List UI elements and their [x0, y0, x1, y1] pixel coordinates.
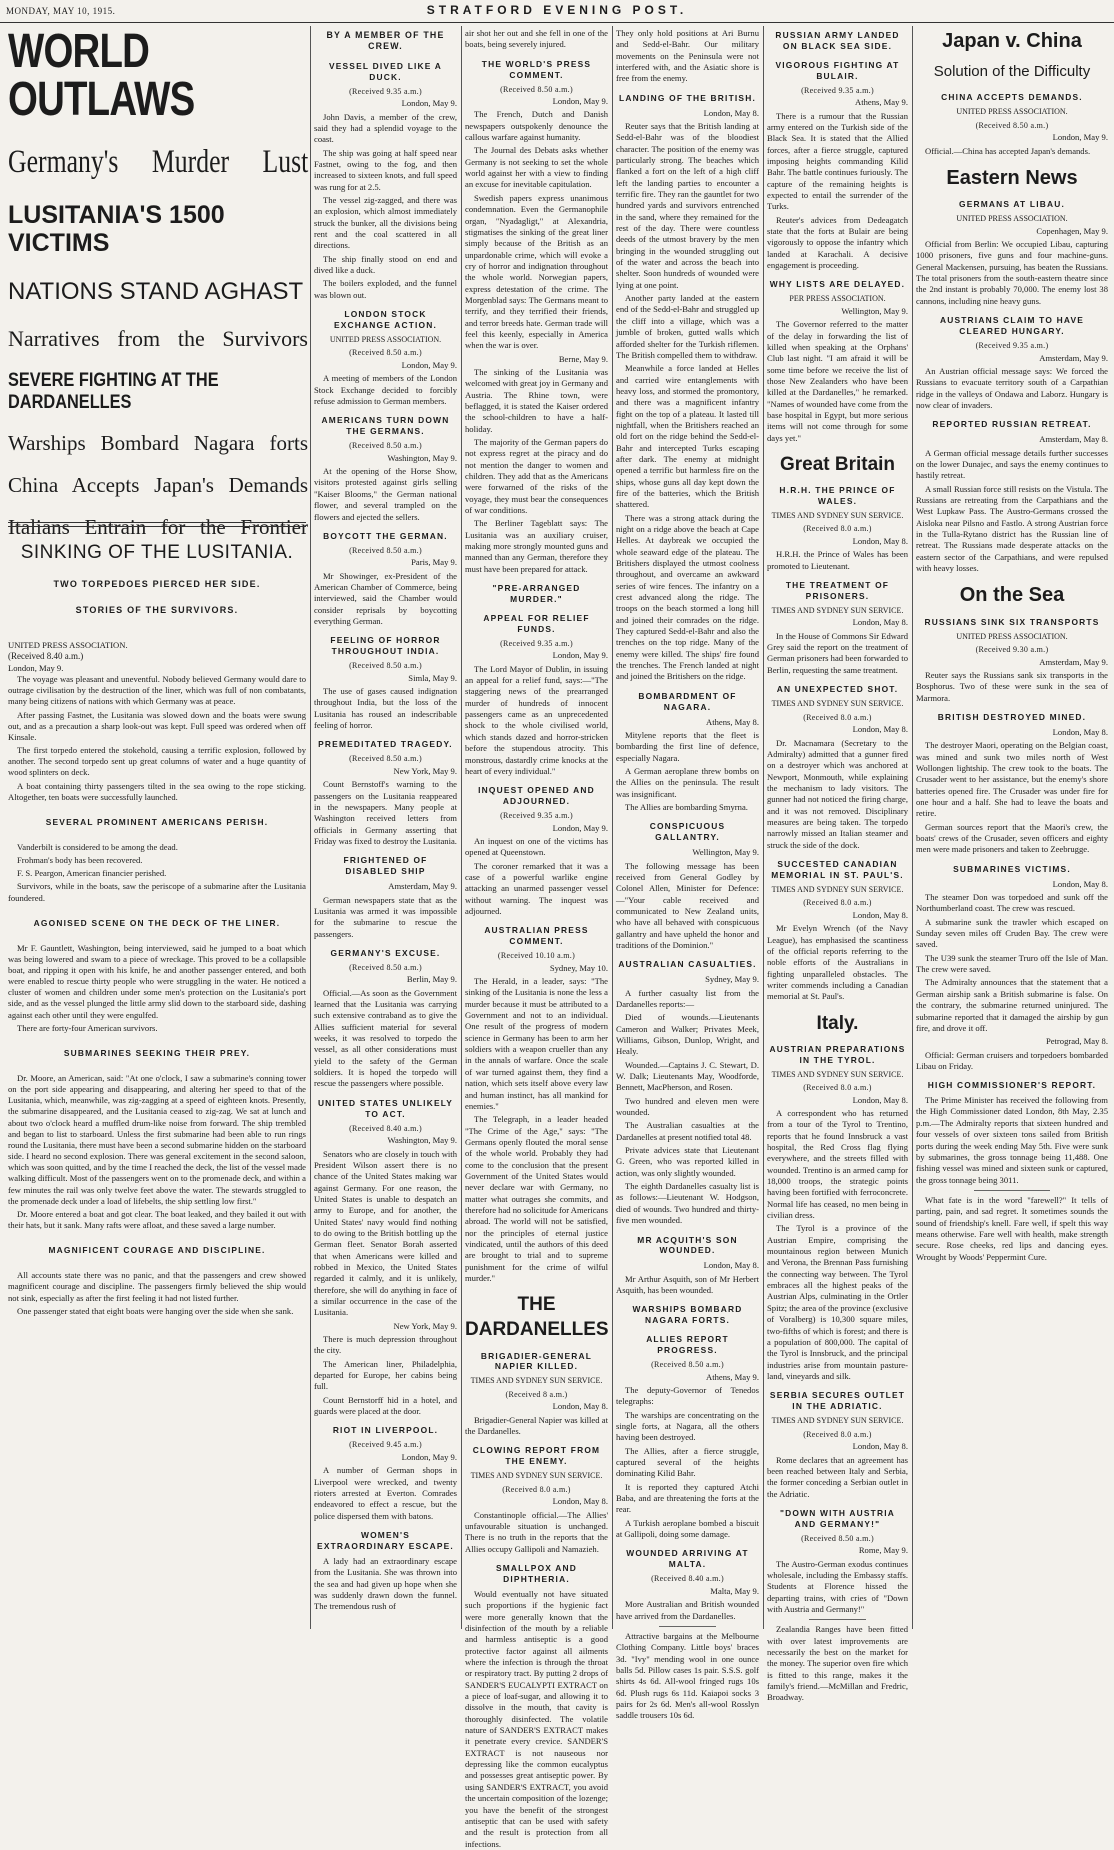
received-line: (Received 9.35 a.m.): [801, 85, 874, 95]
received-line: (Received 8.50 a.m.): [651, 1360, 724, 1370]
paragraph: Constantinople official.—The Allies' unfavourable situation is unchanged. There is no truth in the reports that the Allies occupy Gallipoli and Namazieh.: [465, 1509, 608, 1554]
section-heading: LANDING OF THE BRITISH.: [619, 92, 756, 103]
paragraph: The Lord Mayor of Dublin, in issuing an appeal for a relief fund, says:—"The staggering news of the prearranged murder of hundreds of innocent passengers came as an unprecedented shock to the whole civilised world, which stands dazed and horror-stricken before the stupendous atrocity. This monstrous, dastardly crime knocks at the heart of every individual.": [465, 663, 608, 776]
dateline: London, May 9.: [552, 822, 608, 833]
dateline: Amsterdam, May 9.: [388, 881, 457, 892]
section-heading: AMERICANS TURN DOWN THE GERMANS.: [321, 415, 450, 437]
section-heading: AUSTRIAN PREPARATIONS IN THE TYROL.: [769, 1043, 906, 1065]
section-heading: THE WORLD'S PRESS COMMENT.: [481, 58, 592, 80]
section-heading: SUBMARINES SEEKING THEIR PREY.: [63, 1048, 251, 1058]
paragraph: The majority of the German papers do not express regret at the piracy and do not mention the danger to women and children. They add that as the Americans were forwarned of the risks of the voyage, they must bear the consequences of war conditions.: [465, 437, 608, 516]
section-heading: SUBMARINES VICTIMS.: [953, 863, 1071, 874]
dateline: Wellington, May 9.: [692, 847, 759, 858]
section-title-japan-china: Japan v. China: [942, 30, 1082, 52]
section-heading: SMALLPOX AND DIPHTHERIA.: [495, 1563, 578, 1585]
section-heading: CHINA ACCEPTS DEMANDS.: [941, 92, 1083, 103]
received-line: (Received 9.35 a.m.): [349, 86, 422, 96]
column-3: [465, 28, 609, 1849]
dateline: London, May 8.: [703, 1260, 759, 1271]
advertisement: Attractive bargains at the Melbourne Clothing Company. Little boys' braces 3d. "Ivy" mending wool in one ounce balls 5d. Pillow cases 1s pair. S.S.S. golf shirts 4s 6d. All-wool fringed rugs 10s 6d. Plush rugs 6s 11d. Kaiapoi socks 3 pairs for 2s 6d. Men's all-wool Rosslyn saddle trousers 10s 6d.: [616, 1630, 759, 1721]
received-line: (Received 8.50 a.m.): [349, 348, 422, 358]
paragraph: Official.—As soon as the Government learned that the Lusitania was carrying such extensive contraband as to give the Allies sufficient material for several weeks, it was resolved to torpedo the vessel, as all other considerations must yield to the safety of the German soldiers. It is hoped the torpedo will rescue the passengers where possible.: [314, 987, 457, 1089]
paragraph: The American liner, Philadelphia, departed for Europe, her cabins being full.: [314, 1358, 457, 1392]
section-heading: CONSPICUOUS GALLANTRY.: [649, 821, 726, 843]
received-line: (Received 9.35 a.m.): [500, 638, 573, 648]
dateline: London, May 9.: [8, 662, 64, 673]
dateline: London, May 9.: [401, 360, 457, 371]
section-heading: PREMEDITATED TRAGEDY.: [318, 739, 453, 750]
received-line: (Received 8.0 a.m.): [803, 1429, 872, 1439]
source-line: TIMES AND SYDNEY SUN SERVICE.: [771, 1069, 904, 1079]
paragraph: Reuter says the Russians sank six transports in the Bosphorus. Two of these were sunk in the sea of Marmora.: [916, 670, 1108, 703]
paragraph: Survivors, while in the boats, saw the periscope of a submarine after the Lusitania foundered.: [8, 881, 306, 903]
dateline: Berlin, May 9.: [406, 974, 457, 985]
column-rule: [612, 26, 613, 1629]
paragraph: After passing Fastnet, the Lusitania was slowed down and the boats were swung out, and as a precaution a sharp look-out was kept. Full speed was ordered when off Kinsale.: [8, 709, 306, 742]
section-heading: AN UNEXPECTED SHOT.: [776, 684, 899, 695]
paragraph: Official.—China has accepted Japan's demands.: [925, 145, 1091, 156]
paragraph: Meanwhile a force landed at Helles and carried wire entanglements with heavy loss, and stormed the promontory, and there was a magnificent infantry fight on the top of a plateau. It lasted till nightfall, when the Britishers reached an old fort on the ridge behind the Sedd-el-Bahr and intercepted Turks escaping after dark. The enemy at midnight opened a terrific but harmless fire on the ships, whose guns all day kept down the fire of the batteries, which the British shattered.: [616, 363, 759, 510]
paragraph: The warships are concentrating on the single forts, at Nagara, all the others having been destroyed.: [616, 1409, 759, 1443]
section-heading: RIOT IN LIVERPOOL.: [332, 1425, 439, 1436]
paragraph: The sinking of the Lusitania was welcomed with great joy in Germany and Austria. The Rhine town, were beflagged, it is stated the Kaiser ordered the school-children to have a half-holiday.: [465, 366, 608, 434]
source-line: TIMES AND SYDNEY SUN SERVICE.: [771, 1416, 904, 1426]
section-heading: RUSSIAN ARMY LANDED ON BLACK SEA SIDE.: [775, 30, 900, 51]
paragraph: There was a strong attack during the night on a ridge above the beach at Cape Helles. At daybreak we occupied the whole seaward edge of the plateau. The Britishers displayed the utmost coolness throughout, and overcame an awkward series of wire fences. The infantry on a crest advanced along the ridge. The troops on the beach stormed a long hill and joined their comrades on the ridge. They captured Sedd-el-Bahr and also the trenches on the top ridge. Many of the enemy were killed. The ships' fire found the trenches. The French landed at night and joined the Britishers on the ridge.: [616, 512, 759, 682]
received-line: (Received 8.0 a.m.): [803, 524, 872, 534]
paragraph: Frohman's body has been recovered.: [17, 855, 143, 866]
source-line: TIMES AND SYDNEY SUN SERVICE.: [771, 699, 904, 709]
section-heading: WOUNDED ARRIVING AT MALTA.: [626, 1548, 749, 1570]
column-6: [916, 28, 1108, 1629]
column-2: [314, 28, 457, 1629]
paragraph: A submarine sunk the trawler which escaped on Sunday seven miles off Cruden Bay. The crew were saved.: [916, 916, 1108, 950]
dateline: London, May 9.: [401, 98, 457, 109]
section-heading: H.R.H. THE PRINCE OF WALES.: [779, 485, 896, 506]
paragraph: A further casualty list from the Dardanelles reports:—: [616, 987, 759, 1009]
column-rule: [763, 26, 764, 1629]
received-line: (Received 9.35 a.m.): [975, 341, 1049, 350]
headline-world-outlaws: WORLD OUTLAWS: [8, 25, 195, 126]
dateline: London, May 8.: [552, 1401, 608, 1412]
dateline: London, May 9.: [552, 650, 608, 661]
section-title-italy: Italy.: [816, 1012, 859, 1034]
received-line: (Received 10.10 a.m.): [497, 951, 576, 961]
source-line: UNITED PRESS ASSOCIATION.: [956, 107, 1068, 117]
paragraph: The following message has been received from General Godley by Colonel Allen, Minister for Defence:—"Your cable received and communicated to New Zealand units, who have all behaved with conspicuous gallantry and have upheld the honor and traditions of the Dominion.": [616, 860, 759, 951]
paragraph: The steamer Don was torpedoed and sunk off the Northumberland coast. The crew was rescued.: [916, 892, 1108, 914]
section-heading: BRIGADIER-GENERAL NAPIER KILLED.: [480, 1350, 593, 1372]
paragraph: Another party landed at the eastern end of the Sedd-el-Bahr and struggled up the cliff into a village, which was a jumble of broken, gutted walls which afforded shelter for the Turkish riflemen. The British compelled them to withdraw.: [616, 293, 759, 360]
paragraph: Senators who are closely in touch with President Wilson assert there is no chance of the United States making war against Germany. For one reason, the United States is unable to despatch an army to Europe, and for another, the United States' navy would find nothing to do owing to the British bottling up the German fleet. Senator Borah asserted that when Americans were killed and robbed in Mexico, the United States regarded it calmly, and it is unlikely, therefore, she will do anything in face of a similar occurrence in the case of the Lusitania.: [314, 1148, 457, 1318]
section-heading: BOMBARDMENT OF NAGARA.: [638, 690, 737, 712]
source-line: TIMES AND SYDNEY SUN SERVICE.: [470, 1376, 603, 1386]
paragraph: The Austro-German exodus continues wholesale, including the Embassy staffs. Students at Florence hissed the departing trains, with cries of "Down with Austria and Germany!": [767, 1558, 908, 1614]
section-heading: BRITISH DESTROYED MINED.: [937, 712, 1087, 723]
paragraph: The ship was going at half speed near Fastnet, owing to the fog, and then increased to sixteen knots, and full speed was rung for at 2.5.: [314, 147, 457, 192]
dateline: London, May 8.: [852, 909, 908, 920]
paragraph: A boat containing thirty passengers tilted in the sea owing to the rope sticking. Altogether, ten boats were successfully launched.: [8, 780, 306, 802]
received-line: (Received 8.50 a.m.): [801, 1533, 874, 1543]
paragraph: Mr Evelyn Wrench (of the Navy League), has emphasised the scantiness of the official reports referring to the noble efforts of the Australians in fighting unparalleled obstacles. The writer commends including a Canadian memorial at St. Paul's.: [767, 923, 908, 1002]
paragraph: Mr Arthur Asquith, son of Mr Herbert Asquith, has been wounded.: [616, 1273, 759, 1296]
dateline: London, May 8.: [1052, 878, 1108, 889]
received-line: (Received 8.40 a.m.): [8, 651, 84, 662]
paragraph: Reuter says that the British landing at Sedd-el-Bahr was of the bloodiest character. The position of the enemy was particularly strong. The beaches which flanked a fort on the left of a high cliff left the landing parties to encounter a terrific fire. They ran the gauntlet for two hundred yards and survivors entrenched in the sand, where they remained for the rest of the day. There were countless deeds of the utmost bravery by the men bringing in the wounded struggling out of the water and across the beach into shelter. Soon hundreds of wounded were lying at one point.: [616, 120, 759, 290]
dateline: London, May 9.: [552, 96, 608, 107]
section-heading: THE TREATMENT OF PRISONERS.: [785, 580, 890, 601]
dateline: Amsterdam, May 9.: [1039, 352, 1108, 363]
paragraph: Died of wounds.—Lieutenants Cameron and Walker; Privates Meek, Williams, Gibson, Dunlop, Wright, and Healy.: [616, 1012, 759, 1057]
paragraph: Rome declares that an agreement has been reached between Italy and Serbia, the former conceding a Serbian outlet in the Adriatic.: [767, 1454, 908, 1499]
paragraph: The U39 sunk the steamer Truro off the Isle of Man. The crew were saved.: [916, 952, 1108, 975]
section-heading: HIGH COMMISSIONER'S REPORT.: [927, 1080, 1097, 1091]
paragraph: air shot her out and she fell in one of the boats, being severely injured.: [465, 28, 608, 50]
paragraph: The Herald, in a leader, says: "The sinking of the Lusitania is none the less a murder because it must be attributed to a Government and not to an individual. One result of the progress of modern science in Germany has been to arm her soldiers with a weapon crueller than any in the annals of warfare. Once the scale of war turned against them, they find a nation, which sets itself above every law and human instinct, has all mankind for enemies.": [465, 976, 608, 1111]
section-heading: SERBIA SECURES OUTLET IN THE ADRIATIC.: [769, 1390, 906, 1412]
received-line: (Received 8.0 a.m.): [502, 1484, 571, 1494]
section-heading: VIGOROUS FIGHTING AT BULAIR.: [775, 59, 900, 81]
dateline: Simla, May 9.: [408, 672, 457, 683]
paragraph: The Telegraph, in a leader headed "The Crime of the Age," says: "The Germans openly flouted the moral sense of the whole world. Probably they had come to the conclusion that the present Government of the United States would never declare war with Germany, no matter what outrages she commits, and therefore had no solicitude for Americans abroad. The world will not be satisfied, nor the principles of eternal justice vindicated, until the authors of this deed are brought to trial and to supreme punishment for the crime of wilful murder.": [465, 1114, 608, 1283]
paragraph: More Australian and British wounded have arrived from the Dardanelles.: [616, 1599, 759, 1621]
section-heading: AUSTRIANS CLAIM TO HAVE CLEARED HUNGARY.: [939, 315, 1085, 337]
received-line: (Received 8.50 a.m.): [349, 661, 422, 671]
dateline: Athens, May 9.: [706, 1371, 759, 1382]
dateline: New York, May 9.: [393, 765, 457, 776]
paragraph: Count Bernstoff's warning to the passengers on the Lusitania reappeared in the newspapers. Many people at Washington received letters from officials in Germany asserting that Friday was fixed to destroy the Lusitania.: [314, 779, 457, 847]
headline-murder-lust: Germany's Murder Lust: [8, 144, 309, 180]
paragraph: The vessel zig-zagged, and there was an explosion, which almost immediately struck the bunker, all the divisions being rent and the coal scattered in all directions.: [314, 194, 457, 251]
section-heading: APPEAL FOR RELIEF FUNDS.: [483, 613, 590, 634]
received-line: (Received 8 a.m.): [505, 1389, 568, 1399]
paragraph: A German aeroplane threw bombs on the Allies on the peninsula. The result was insignificant.: [616, 766, 759, 799]
paragraph: Mr Showinger, ex-President of the American Chamber of Commerce, being interviewed, said the Chamber would consider reprisals by boycotting everything German.: [314, 570, 457, 627]
headline-lusitania-victims: LUSITANIA'S 1500 VICTIMS: [8, 201, 225, 257]
section-heading: AUSTRALIAN CASUALTIES.: [618, 959, 757, 970]
paragraph: John Davis, a member of the crew, said they had a splendid voyage to the coast.: [314, 111, 457, 145]
received-line: (Received 8.0 a.m.): [803, 898, 872, 908]
paragraph: An inquest on one of the victims has opened at Queenstown.: [465, 835, 608, 858]
received-line: (Received 9.45 a.m.): [349, 1440, 422, 1450]
paragraph: The Allies, after a fierce struggle, captured several of the heights dominating Kilid Bahr.: [616, 1445, 759, 1479]
section-heading: "PRE-ARRANGED MURDER.": [492, 583, 581, 605]
section-heading: WOMEN'S EXTRAORDINARY ESCAPE.: [317, 1530, 454, 1551]
paragraph: The coroner remarked that it was a case of a powerful warlike engine attacking an unarmed passenger vessel without warning. The inquest was adjourned.: [465, 860, 608, 916]
paragraph: The deputy-Governor of Tenedos telegraphs:: [616, 1384, 759, 1407]
section-heading: CLOWING REPORT FROM THE ENEMY.: [472, 1445, 601, 1467]
section-title-on-the-sea: On the Sea: [959, 584, 1065, 607]
section-title-eastern-news: Eastern News: [946, 166, 1078, 189]
paragraph: It is reported they captured Atchi Baba, and are threatening the forts at the rear.: [616, 1481, 759, 1515]
paragraph: All accounts state there was no panic, and that the passengers and crew showed magnificent courage and discipline. The passengers firmly believed the ship would not sink, especially as after the first feeling it had not listed further.: [8, 1270, 306, 1303]
paragraph: Mr F. Gauntlett, Washington, being interviewed, said he jumped to a boat which was being lowered and swam to a piece of wreckage. This proved to be a collapsible boat, and ripping it open with his knife, he and another passenger entered, and both were enabled to rescue thirty people who were struggling in the water. He noticed a cluster of women and children under some men's protection on the Lusitania's port side, and as the vessel plunged the little army slid down to the starboard side, dashing against each other until they were engulfed.: [8, 942, 306, 1020]
headline-warships: Warships Bombard Nagara forts: [8, 430, 308, 455]
article-subhead: STORIES OF THE SURVIVORS.: [75, 604, 239, 615]
paragraph: Brigadier-General Napier was killed at the Dardanelles.: [465, 1414, 608, 1437]
dateline: Berne, May 9.: [558, 353, 608, 364]
paragraph: Two hundred and eleven men were wounded.: [616, 1095, 759, 1118]
banner-divider: [8, 522, 306, 523]
headline-narratives: Narratives from the Survivors: [8, 325, 308, 351]
paragraph: The ship finally stood on end and dived like a duck.: [314, 253, 457, 276]
paragraph: The Governor referred to the matter of the delay in forwarding the list of killed when speaking at the Orphans' Club last night. "I am afraid it will be some time before we receive the list of those New Zealanders who have been killed at the Dardanelles," he remarked. "Names of wounded have come from the base hospital in Egypt, but more serious items will not come through for some days yet.": [767, 319, 908, 443]
section-heading: REPORTED RUSSIAN RETREAT.: [932, 419, 1092, 430]
section-heading: ALLIES REPORT PROGRESS.: [646, 1334, 729, 1356]
paragraph: Reuter's advices from Dedeagatch state that the forts at Bulair are being vigorously to oppose the infantry which landed at Karachali. A decisive engagement is proceeding.: [767, 214, 908, 271]
dateline: London, May 9.: [401, 1451, 457, 1462]
section-heading: AUSTRALIAN PRESS COMMENT.: [484, 925, 589, 947]
source-line: UNITED PRESS ASSOCIATION.: [956, 631, 1068, 641]
paragraph: Private advices state that Lieutenant G. Green, who was reported killed in action, was only slightly wounded.: [616, 1145, 759, 1178]
received-line: (Received 9.30 a.m.): [975, 645, 1049, 655]
paragraph: A German official message details further successes on the lower Dunajec, and says the enemy continues to hastily retreat.: [916, 447, 1108, 481]
column-rule: [461, 26, 462, 1629]
dateline: Sydney, May 9.: [705, 974, 759, 985]
paragraph: The Berliner Tageblatt says: The Lusitania was an auxiliary cruiser, making more strongly mounted guns and manned than any German, therefore they must have been prepared for attack.: [465, 518, 608, 574]
paragraph: The first torpedo entered the stokehold, causing a terrific explosion, followed by another. The second torpedo sent up great columns of water and a huge quantity of wood splinters on deck.: [8, 745, 306, 778]
dateline: Wellington, May 9.: [841, 305, 908, 316]
paragraph: They only hold positions at Ari Burnu and Sedd-el-Bahr. Our military movements on the Peninsula were not interfered with, and the Asiatic shore is free from the enemy.: [616, 28, 759, 84]
paragraph: A small Russian force still resists on the Vistula. The Russians are retreating from the Carpathians and the West Lupkaw Pass. The Austro-Germans crossed the Aisloka near Pilsno and Fastlo. A strong Austrian force in the Tulla-Rytano district has the Russian line of retreat. The Russians made desperate attacks on the eastern sector of the Carpathians, and were repulsed with heavy losses.: [916, 483, 1108, 573]
paragraph: A Turkish aeroplane bombed a biscuit at Gallipoli, doing some damage.: [616, 1517, 759, 1540]
paragraph: Vanderbilt is considered to be among the dead.: [17, 841, 178, 852]
divider: [974, 1190, 1051, 1191]
paragraph: The Australian casualties at the Dardanelles at present notified total 48.: [616, 1120, 759, 1142]
paragraph: A meeting of members of the London Stock Exchange decided to forcibly refuse admission to German members.: [314, 373, 457, 407]
paragraph: F. S. Peargon, American financier perished.: [17, 868, 167, 879]
section-heading: WARSHIPS BOMBARD NAGARA FORTS.: [632, 1304, 743, 1326]
section-heading: INQUEST OPENED AND ADJOURNED.: [478, 785, 595, 807]
front-page-banner: [8, 25, 309, 540]
dateline: Athens, May 9.: [855, 97, 908, 108]
section-title-dardanelles: THE DARDANELLES: [465, 1294, 609, 1341]
headline-nations-aghast: NATIONS STAND AGHAST: [8, 278, 304, 306]
paragraph: The voyage was pleasant and uneventful. Nobody believed Germany would dare to outrage civilisation by the destruction of the liner, which was full of non combatants, many being citizens of nations with which Germany was at peace.: [8, 674, 306, 707]
section-heading: WHY LISTS ARE DELAYED.: [769, 279, 906, 290]
paragraph: H.R.H. the Prince of Wales has been promoted to Lieutenant.: [767, 549, 908, 571]
dateline: Washington, May 9.: [387, 452, 457, 463]
section-heading: SEVERAL PROMINENT AMERICANS PERISH.: [45, 816, 269, 827]
dateline: Copenhagen, May 9.: [1036, 225, 1108, 236]
paragraph: An Austrian official message says: We forced the Russians to evacuate territory south of a Carpathian ridge in the valleys of Ondawa and Laborz. Hungary is now clear of invaders.: [916, 365, 1108, 410]
received-line: (Received 8.50 a.m.): [349, 441, 422, 451]
column-rule: [912, 26, 913, 1629]
section-heading: BOYCOTT THE GERMAN.: [323, 530, 448, 541]
section-heading: LONDON STOCK EXCHANGE ACTION.: [333, 309, 438, 330]
masthead: [0, 0, 1114, 23]
paragraph: There is a rumour that the Russian army entered on the Turkish side of the Black Sea. It is stated that the Allied forces, after a fierce struggle, captured imposing heights commanding Kilid Bahr. The battle continues furiously. The capture of the remaining heights is expected to entail the surrender of the Turks.: [767, 110, 908, 212]
paragraph: Count Bernstorff hid in a hotel, and guards were placed at the door.: [314, 1394, 457, 1417]
issue-date: MONDAY, MAY 10, 1915.: [6, 6, 116, 16]
received-line: (Received 8.0 a.m.): [803, 712, 872, 722]
headline-china: China Accepts Japan's Demands: [8, 472, 308, 497]
section-heading: FEELING OF HORROR THROUGHOUT INDIA.: [330, 635, 441, 657]
section-heading: FRIGHTENED OF DISABLED SHIP: [343, 855, 428, 877]
received-line: (Received 8.0 a.m.): [803, 1083, 872, 1093]
paragraph: Would eventually not have situated such proportions if the hygienic fact were more generally known that the disinfection of the mouth by a reliable and harmless antiseptic is a good protective factor against all ailments where the infection is through the throat or respiratory tract. By putting 2 drops of SANDER'S EUCALYPTI EXTRACT on a piece of loaf-sugar, and allowing it to dissolve in the mouth, that cavity is thoroughly disinfected. The volatile nature of SANDER'S EXTRACT makes it penetrate every crevice. SANDER'S EXTRACT is not nauseous nor depressing like the common eucalyptus and possesses great antiseptic power. By using SANDER'S EXTRACT, you avoid the uncertain composition of the lozenge; you have the benefit of the strongest antiseptic that can be used with safety and the result is protection from all infections.: [465, 1588, 608, 1849]
headline-dardanelles: SEVERE FIGHTING AT THE DARDANELLES: [8, 369, 219, 413]
section-subtitle: Solution of the Difficulty: [933, 63, 1091, 81]
dateline: London, May 8.: [852, 1441, 908, 1452]
paragraph: Dr. Macnamara (Secretary to the Admiralty) admitted that a gunner fired on a destroyer which was anchored at Newport, Monmouth, while explaining the mechanism to lady visitors. The gunner had not noticed the firing charge, and it was not removed. Disciplinary measures are being taken. The torpedo narrowly missed an Italian steamer and struck the side of the dock.: [767, 737, 908, 850]
column-5: [767, 28, 908, 1703]
dateline: Malta, May 9.: [710, 1585, 759, 1596]
source-line: TIMES AND SYDNEY SUN SERVICE.: [771, 510, 904, 520]
paragraph: The use of gases caused indignation throughout India, but the loss of the Lusitania has roused an indescribable feeling of horror.: [314, 686, 457, 731]
column-rule: [310, 26, 311, 1629]
section-heading: MAGNIFICENT COURAGE AND DISCIPLINE.: [48, 1245, 266, 1256]
paragraph: A lady had an extraordinary escape from the Lusitania. She was thrown into the sea and had given up hope when she was suddenly drawn down the funnel. The tremendous rush of: [314, 1555, 457, 1612]
paragraph: A correspondent who has returned from a tour of the Tyrol to Trentino, reports that he found Innsbruck a vast hospital, the Red Cross flag flying everywhere, and the streets filled with wounded. Trentino is an armed camp for 18,000 troops, the strategic points having been fortified with ferroconcrete. Normal life has ceased, no men being in civilian dress.: [767, 1107, 908, 1221]
paragraph: The Allies are bombarding Smyrna.: [625, 802, 748, 813]
source-line: TIMES AND SYDNEY SUN SERVICE.: [470, 1471, 603, 1481]
newspaper-name: STRATFORD EVENING POST.: [426, 3, 688, 17]
section-heading: VESSEL DIVED LIKE A DUCK.: [328, 60, 443, 82]
paragraph: German sources report that the Maori's crew, the boats' crews of the Crusader, seven officers and eighty men were made prisoners and taken to Zeebrugge.: [916, 821, 1108, 855]
dateline: Athens, May 8.: [706, 716, 759, 727]
received-line: (Received 8.50 a.m.): [975, 120, 1049, 130]
received-line: (Received 8.50 a.m.): [500, 84, 573, 94]
article-sinking-header: [8, 540, 306, 620]
column-4: [616, 28, 759, 1721]
paragraph: The eighth Dardanelles casualty list is as follows:—Lieutenant W. Hodgson, died of wounds. Two hundred and thirty-five men wounded.: [616, 1181, 759, 1226]
paragraph: One passenger stated that eight boats were hanging over the side when she sank.: [17, 1305, 294, 1316]
section-heading: GERMANY'S EXCUSE.: [330, 947, 441, 958]
section-heading: AGONISED SCENE ON THE DECK OF THE LINER.: [33, 917, 281, 928]
article-subhead: TWO TORPEDOES PIERCED HER SIDE.: [53, 579, 261, 590]
paragraph: Wounded.—Captains J. C. Stewart, D. W. Dalk; Lieutenants May, Woodforde, Bennett, MacPherson, and Rosen.: [616, 1059, 759, 1093]
section-heading: MR ACQUITH'S SON WOUNDED.: [637, 1234, 738, 1256]
dateline: New York, May 9.: [393, 1320, 457, 1331]
paragraph: The Journal des Debats asks whether Germany is not seeking to set the whole world against her with a view to finding an excuse for inevitable capitulation.: [465, 145, 608, 190]
section-heading: UNITED STATES UNLIKELY TO ACT.: [317, 1097, 454, 1119]
paragraph: Mitylene reports that the fleet is bombarding the first line of defence, especially Nagara.: [616, 730, 759, 763]
dateline: London, May 8.: [703, 107, 759, 118]
paragraph: German newspapers state that as the Lusitania was armed it was impossible for the submarine to rescue the passengers.: [314, 894, 457, 939]
source-line: UNITED PRESS ASSOCIATION.: [8, 640, 128, 650]
dateline: London, May 9.: [1052, 132, 1108, 143]
dateline: London, May 8.: [1052, 727, 1108, 738]
source-line: TIMES AND SYDNEY SUN SERVICE.: [771, 884, 904, 894]
headline-italians: Italians Entrain for the Frontier: [8, 514, 308, 539]
paragraph: Official: German cruisers and torpedoers bombarded Libau on Friday.: [916, 1049, 1108, 1071]
dateline: London, May 8.: [852, 617, 908, 628]
dateline: Washington, May 9.: [387, 1135, 457, 1146]
dateline: London, May 8.: [552, 1496, 608, 1507]
divider: [809, 1619, 865, 1620]
dateline: London, May 8.: [852, 536, 908, 546]
paragraph: Dr. Moore, an American, said: "At one o'clock, I saw a submarine's conning tower on the port side appearing and disappearing, and altering her speed to that of the Lusitania, which, meanwhile, was zig-zagging at a speed of eighteen knots. Presently, the submarine disappeared, and the Lusitania ceased to zig-zag. We sat at lunch and about two o'clock heard a muffled drum-like noise from forward. The ship trembled and began to list to starboard. Unless the first submarine had been able to run rings round the Lusitania, there must have been a second submarine hidden on the starboard side. I heard no second explosion. There was general excitement in the second saloon, which was soon quitted, and by the time I reached the deck, the list of the vessel made walking difficult. Most of the passengers went on to the promenade deck, and within a few minutes the rail was only twelve feet above the water. The stewards struggled to the promenade deck under a load of lifebelts, the ship settling low first.": [8, 1072, 306, 1206]
source-line: PER PRESS ASSOCIATION.: [789, 294, 886, 304]
paragraph: The Tyrol is a province of the Austrian Empire, comprising the mountainous region between Munich and Verona, the Brennan Pass furnishing the connecting way between. The Tyrol embraces all the highest peaks of the Austrian Alps, culminating in the Ortler Spitz; the area of the province (exclusive of Voralberg) is 10,300 square miles, two-fifths of which is forest; and there is a population of 800,000. The capital of the Tyrol is Innsbruck, and the principal industries arise from mountain pasture-land, vineyards and silk.: [767, 1223, 908, 1381]
paragraph: There is much depression throughout the city.: [314, 1334, 457, 1356]
section-heading: RUSSIANS SINK SIX TRANSPORTS: [924, 616, 1100, 627]
article-title: SINKING OF THE LUSITANIA.: [20, 542, 294, 563]
received-line: (Received 8.50 a.m.): [349, 545, 422, 555]
dateline: Petrograd, May 8.: [1045, 1036, 1108, 1047]
paragraph: The Prime Minister has received the following from the High Commissioner dated London, 8th May, 2.35 p.m.—The Admiralty reports that sixteen hundred and four vessels of over sixteen tons sailed from British ports during the week ending May 5th. Five were sunk by submarines, the gross tonnage being 11,488. One fishing vessel was mined and sixteen sunk or captured, the gross tonnage being 3011.: [916, 1095, 1108, 1185]
received-line: (Received 8.40 a.m.): [349, 1123, 422, 1133]
paragraph: The boilers exploded, and the funnel was blown out.: [314, 278, 457, 300]
dateline: London, May 8.: [852, 724, 908, 735]
article-sinking-body: [8, 640, 306, 1629]
advertisement: Zealandia Ranges have been fitted with over latest improvements are necessarily the best on the market for the money. The superior oven fire which is fitted to this range, makes it the family's friend.—McMillan and Fredric, Broadway.: [767, 1624, 908, 1703]
received-line: (Received 8.50 a.m.): [349, 754, 422, 764]
paragraph: Dr. Moore entered a boat and got clear. The boat leaked, and they bailed it out with their hats, but it sank. Many rafts were afloat, and these saved a large number.: [8, 1208, 306, 1231]
paragraph: In the House of Commons Sir Edward Grey said the report on the treatment of German prisoners had been forwarded to Berlin, requesting the same treatment.: [767, 630, 908, 675]
source-line: UNITED PRESS ASSOCIATION.: [329, 334, 442, 344]
dateline: Paris, May 9.: [411, 557, 457, 568]
paragraph: The destroyer Maori, operating on the Belgian coast, was mined and sunk two miles north of West Wollongen lightship. The crew took to the boats. The Crusader went to her assistance, but the enemy's shore batteries opened fire. The Crusader was under fire for one hour and a half. She had to leave the boats and retire.: [916, 740, 1108, 819]
section-heading: GERMANS AT LIBAU.: [958, 199, 1065, 210]
banner-divider: [8, 526, 306, 527]
section-heading: SUCCESTED CANADIAN MEMORIAL IN ST. PAUL'S.: [771, 858, 904, 880]
paragraph: There are forty-four American survivors.: [17, 1022, 158, 1033]
paragraph: The French, Dutch and Danish newspapers outspokenly denounce the callous warfare against humanity.: [465, 109, 608, 143]
source-line: UNITED PRESS ASSOCIATION.: [956, 214, 1068, 224]
dateline: Amsterdam, May 8.: [1039, 434, 1108, 445]
paragraph: At the opening of the Horse Show, visitors protested against girls selling "Kaiser Blooms," the German national flower, and several trampled on the flowers and ejected the sellers.: [314, 466, 457, 522]
section-heading: "DOWN WITH AUSTRIA AND GERMANY!": [779, 1507, 896, 1529]
advertisement: What fate is in the word "farewell?" It tells of parting, pain, and sad regret. It sometimes sounds the sound of friendship's knell. Fare well, if spelt this way means otherwise. Fare well with health, make strength secure. Rose cheeks, red lips and dancing eyes. Wrought by Woods' Peppermint Cure.: [916, 1194, 1108, 1262]
paragraph: Official from Berlin: We occupied Libau, capturing 1000 prisoners, five guns and four machine-guns. General Mackensen, pursuing, has beaten the Russians. The total prisoners from the south-eastern theatre since the 2nd instant is probably 70,000. The enemy lost 38 cannons, including nine heavy guns.: [916, 239, 1108, 306]
section-title-great-britain: Great Britain: [779, 453, 896, 475]
source-line: TIMES AND SYDNEY SUN SERVICE.: [771, 605, 904, 615]
received-line: (Received 8.40 a.m.): [651, 1574, 724, 1584]
dateline: Sydney, May 10.: [549, 962, 608, 973]
received-line: (Received 8.50 a.m.): [349, 962, 422, 972]
section-heading: BY A MEMBER OF THE CREW.: [326, 30, 445, 52]
paragraph: The Admiralty announces that the statement that a German airship sank a British submarine is false. On the contrary, the submarine returned uninjured. The submarine reported that it damaged the airship by gun fire, and drove it off.: [916, 977, 1108, 1033]
received-line: (Received 9.35 a.m.): [500, 811, 573, 821]
dateline: Rome, May 9.: [858, 1545, 908, 1556]
paragraph: Swedish papers express unanimous condemnation. Even the Germanophile organ, "Nyadagligt," at Alexandria, stigmatises the sinking of the great liner simply because of the British as an unpardonable crime, which will evoke a cry of horror and indignation throughout the whole world. Norwegian papers, express detestation of the crime. The Morgenblad says: The Germans meant to terrify, and they terrified their friends, and terror breeds hate. German trade will feel this keenly, especially in America when the war is over.: [465, 192, 608, 351]
dateline: Amsterdam, May 9.: [1039, 656, 1108, 667]
dateline: London, May 8.: [852, 1094, 908, 1105]
paragraph: A number of German shops in Liverpool were wrecked, and twenty rioters arrested at Everton. Comrades endeavored to effect a rescue, but the police dispersed them with batons.: [314, 1465, 457, 1521]
divider: [659, 1626, 716, 1627]
